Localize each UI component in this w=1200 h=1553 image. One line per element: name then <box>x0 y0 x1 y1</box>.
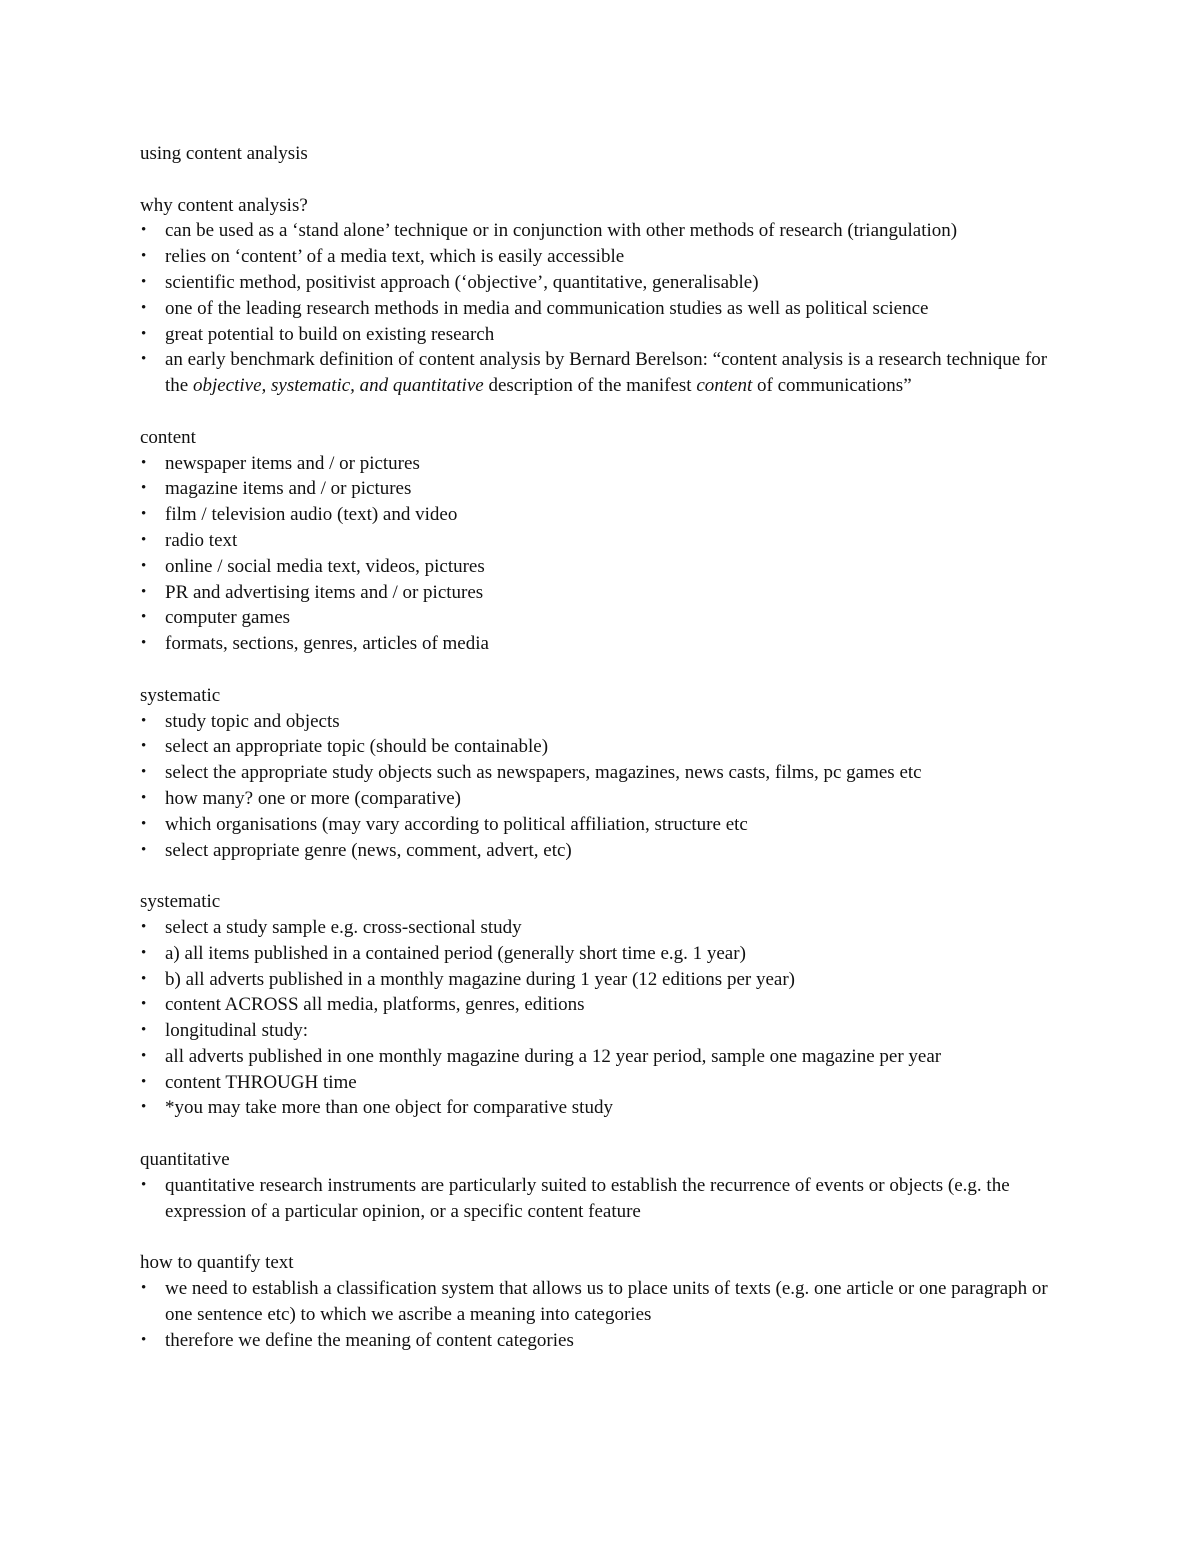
bullet-list <box>140 709 1060 864</box>
section-why-content-analysis <box>140 193 1060 399</box>
list-item <box>140 502 1060 528</box>
list-item <box>140 967 1060 993</box>
bullet-icon: • <box>141 1022 147 1039</box>
list-item <box>140 915 1060 941</box>
list-item <box>140 605 1060 631</box>
bullet-icon: • <box>141 712 147 729</box>
list-item-text: longitudinal study: <box>165 1020 309 1042</box>
section-quantitative <box>140 1147 1060 1224</box>
list-item <box>140 709 1060 735</box>
list-item-text: therefore we define the meaning of content categories <box>165 1329 574 1351</box>
list-item-text: content THROUGH time <box>165 1071 357 1093</box>
list-item <box>140 786 1060 812</box>
list-item-text: select appropriate genre (news, comment, advert, etc) <box>165 839 572 861</box>
list-item <box>140 992 1060 1018</box>
list-item <box>140 1276 1060 1328</box>
list-item <box>140 270 1060 296</box>
bullet-icon: • <box>141 531 147 548</box>
bullet-icon: • <box>141 1331 147 1348</box>
list-item <box>140 1328 1060 1354</box>
document-page <box>140 141 1060 1379</box>
list-item-text: quantitative research instruments are particularly suited to establish the recurrence of events or objects (e.g. the expression of a particular opinion, or a specific content feature <box>165 1174 1010 1222</box>
list-item-text: select a study sample e.g. cross-sectional study <box>165 916 522 938</box>
bullet-icon: • <box>141 970 147 987</box>
list-item-text: film / television audio (text) and video <box>165 504 458 526</box>
section-heading: systematic <box>140 891 221 913</box>
bullet-icon: • <box>141 222 147 239</box>
list-item-text: how many? one or more (comparative) <box>165 787 461 809</box>
section-content <box>140 425 1060 657</box>
list-item-text: which organisations (may vary according to political affiliation, structure etc <box>165 813 748 835</box>
list-item <box>140 1173 1060 1225</box>
emphasized-text: objective, systematic, and quantitative <box>192 375 484 397</box>
bullet-icon: • <box>141 454 147 471</box>
list-item <box>140 554 1060 580</box>
bullet-icon: • <box>141 1176 147 1193</box>
bullet-icon: • <box>141 1280 147 1297</box>
list-item-text: formats, sections, genres, articles of media <box>165 633 489 655</box>
document-body <box>140 193 1060 1354</box>
list-item-text: study topic and objects <box>165 710 340 732</box>
list-item <box>140 244 1060 270</box>
bullet-icon: • <box>141 918 147 935</box>
list-item <box>140 296 1060 322</box>
list-item-text: online / social media text, videos, pictures <box>165 555 485 577</box>
section-heading: quantitative <box>140 1149 230 1171</box>
list-item <box>140 1018 1060 1044</box>
list-item-text: *you may take more than one object for comparative study <box>165 1097 613 1119</box>
list-item <box>140 1095 1060 1121</box>
bullet-icon: • <box>141 351 147 368</box>
list-item-text: great potential to build on existing research <box>165 323 495 345</box>
bullet-icon: • <box>141 738 147 755</box>
section-systematic <box>140 683 1060 864</box>
list-item <box>140 838 1060 864</box>
list-item-text: of communications” <box>752 375 912 397</box>
list-item-text: newspaper items and / or pictures <box>165 452 420 474</box>
list-item-text: computer games <box>165 607 291 629</box>
bullet-icon: • <box>141 764 147 781</box>
list-item-text: description of the manifest <box>483 375 697 397</box>
list-item <box>140 941 1060 967</box>
list-item <box>140 1070 1060 1096</box>
bullet-icon: • <box>141 299 147 316</box>
list-item <box>140 1044 1060 1070</box>
list-item-text: can be used as a ‘stand alone’ technique or in conjunction with other methods of research (triangulation) <box>165 220 958 242</box>
bullet-icon: • <box>141 557 147 574</box>
list-item-text: one of the leading research methods in media and communication studies as well as political science <box>165 297 929 319</box>
section-heading: how to quantify text <box>140 1252 294 1274</box>
bullet-icon: • <box>141 248 147 265</box>
bullet-icon: • <box>141 635 147 652</box>
bullet-icon: • <box>141 1073 147 1090</box>
section-how-to-quantify-text <box>140 1250 1060 1353</box>
list-item-text: relies on ‘content’ of a media text, which is easily accessible <box>165 246 625 268</box>
section-heading: systematic <box>140 684 221 706</box>
bullet-icon: • <box>141 506 147 523</box>
bullet-icon: • <box>141 1099 147 1116</box>
list-item-text: scientific method, positivist approach (‘objective’, quantitative, generalisable) <box>165 271 759 293</box>
bullet-icon: • <box>141 841 147 858</box>
list-item <box>140 322 1060 348</box>
list-item-text: all adverts published in one monthly magazine during a 12 year period, sample one magazine per year <box>165 1045 942 1067</box>
list-item-text: b) all adverts published in a monthly magazine during 1 year (12 editions per year) <box>165 968 795 990</box>
bullet-icon: • <box>141 815 147 832</box>
section-heading: content <box>140 426 196 448</box>
list-item-text: select the appropriate study objects such as newspapers, magazines, news casts, films, pc games etc <box>165 762 922 784</box>
list-item <box>140 476 1060 502</box>
bullet-list <box>140 218 1060 399</box>
emphasized-text: content <box>696 375 753 397</box>
list-item <box>140 760 1060 786</box>
bullet-icon: • <box>141 583 147 600</box>
list-item-text: radio text <box>165 529 238 551</box>
bullet-icon: • <box>141 325 147 342</box>
list-item <box>140 347 1060 399</box>
list-item <box>140 631 1060 657</box>
list-item <box>140 528 1060 554</box>
bullet-icon: • <box>141 1047 147 1064</box>
bullet-icon: • <box>141 996 147 1013</box>
document-title: using content analysis <box>140 143 308 164</box>
list-item-text: we need to establish a classification system that allows us to place units of texts (e.g. one article or one paragraph or one sentence etc) to which we ascribe a meaning into categories <box>165 1278 1048 1325</box>
list-item <box>140 218 1060 244</box>
list-item-text: PR and advertising items and / or pictures <box>165 581 484 603</box>
list-item <box>140 451 1060 477</box>
bullet-list <box>140 915 1060 1121</box>
bullet-list <box>140 1173 1060 1225</box>
bullet-list <box>140 451 1060 657</box>
list-item <box>140 580 1060 606</box>
list-item <box>140 812 1060 838</box>
bullet-icon: • <box>141 609 147 626</box>
bullet-icon: • <box>141 273 147 290</box>
list-item-text: select an appropriate topic (should be containable) <box>165 736 549 758</box>
section-heading: why content analysis? <box>140 194 308 216</box>
list-item-text: magazine items and / or pictures <box>165 478 412 500</box>
list-item-text: a) all items published in a contained period (generally short time e.g. 1 year) <box>165 942 746 964</box>
list-item-text: content ACROSS all media, platforms, genres, editions <box>165 994 585 1016</box>
list-item <box>140 734 1060 760</box>
bullet-icon: • <box>141 480 147 497</box>
bullet-icon: • <box>141 789 147 806</box>
bullet-list <box>140 1276 1060 1353</box>
bullet-icon: • <box>141 944 147 961</box>
list-item-text: an early benchmark definition of content analysis by Bernard Berelson: “content analysis is a research technique for the <box>165 349 1048 397</box>
section-systematic <box>140 889 1060 1121</box>
